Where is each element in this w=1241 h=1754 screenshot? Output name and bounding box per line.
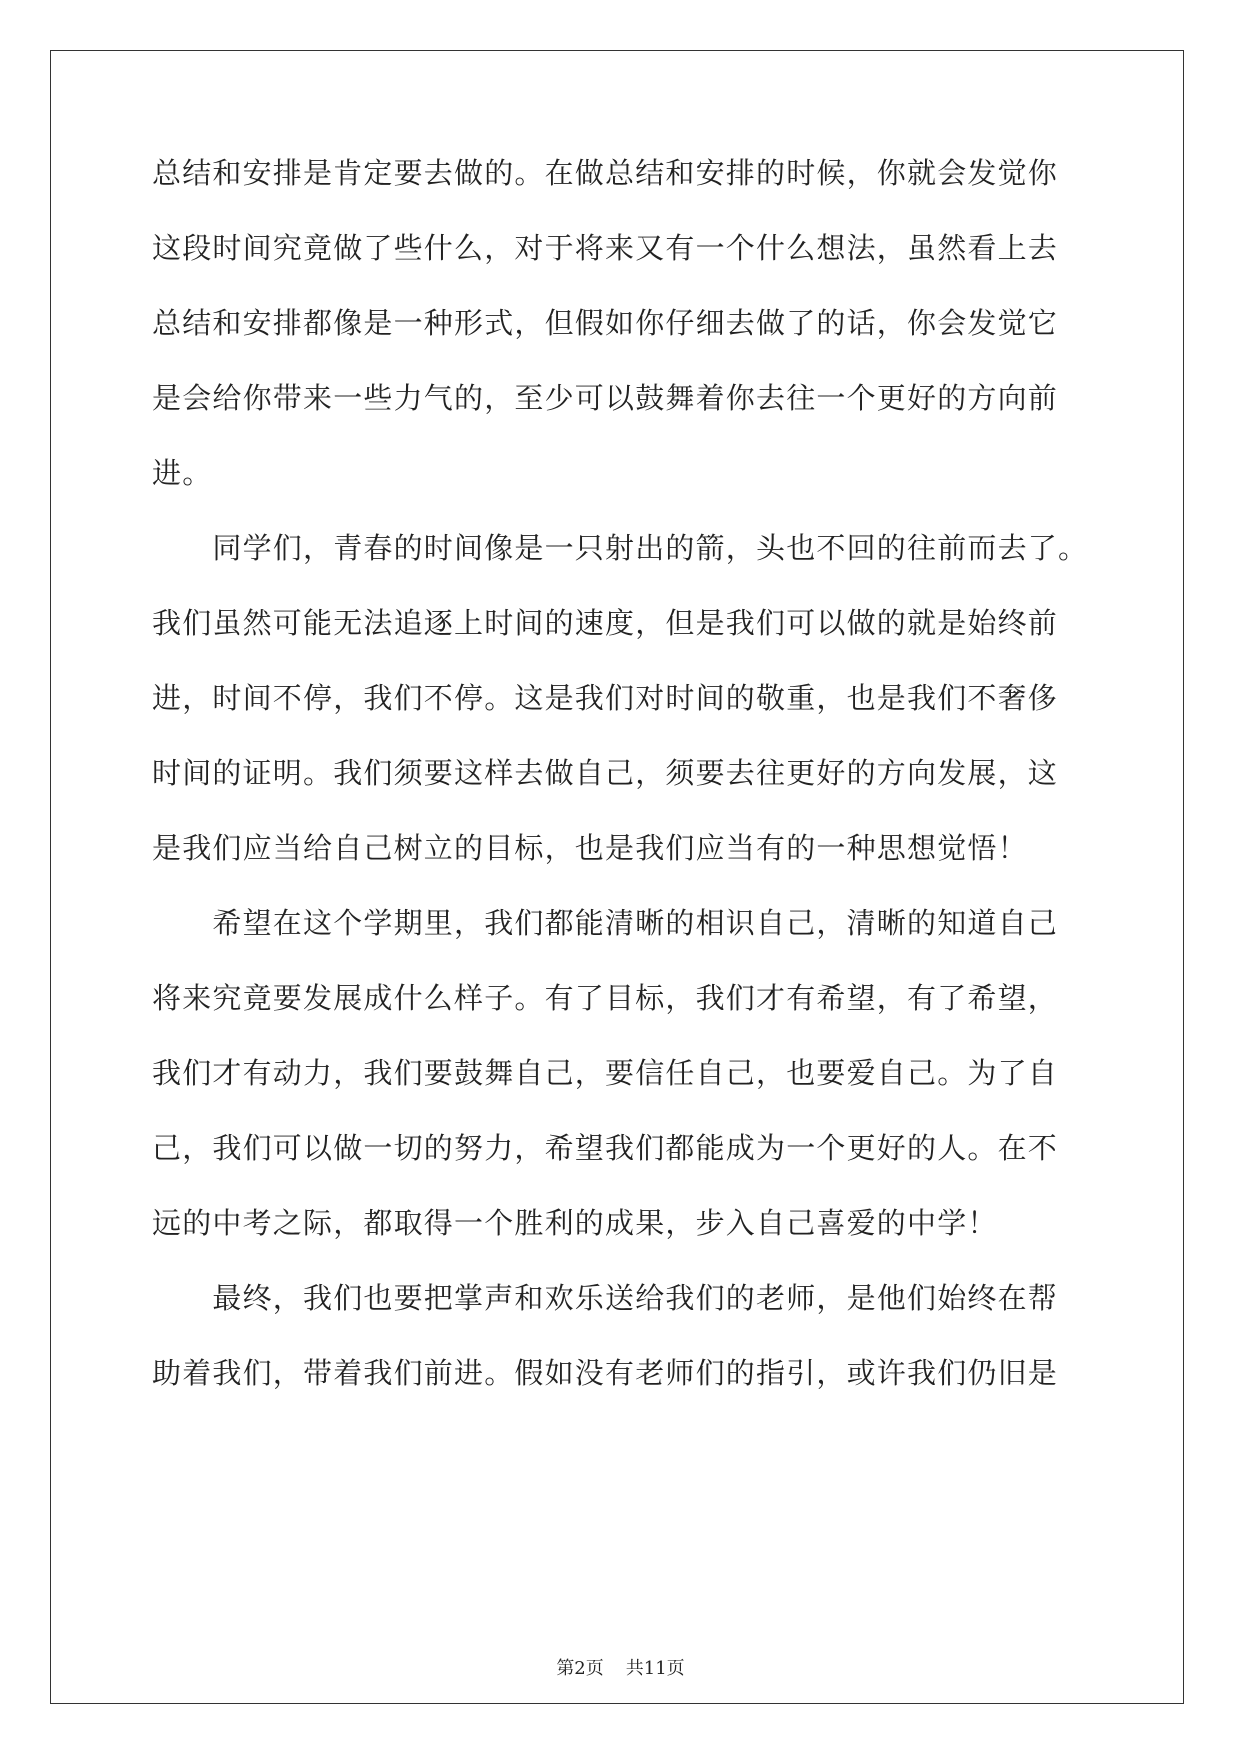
page-number: 第2页 [556, 1658, 604, 1679]
text-line: 是我们应当给自己树立的目标，也是我们应当有的一种思想觉悟！ [152, 831, 1028, 865]
text-line: 时间的证明。我们须要这样去做自己，须要去往更好的方向发展，这 [152, 756, 1059, 790]
text-line: 进。 [152, 456, 213, 490]
text-line: 助着我们，带着我们前进。假如没有老师们的指引，或许我们仍旧是 [152, 1356, 1059, 1390]
page-border [50, 50, 1184, 1704]
text-line: 最终，我们也要把掌声和欢乐送给我们的老师，是他们始终在帮 [152, 1281, 1059, 1315]
text-line: 希望在这个学期里，我们都能清晰的相识自己，清晰的知道自己 [152, 906, 1059, 940]
text-line: 总结和安排是肯定要去做的。在做总结和安排的时候，你就会发觉你 [152, 156, 1059, 190]
text-line: 将来究竟要发展成什么样子。有了目标，我们才有希望，有了希望， [152, 981, 1059, 1015]
page-footer [0, 1657, 1241, 1681]
text-line: 我们才有动力，我们要鼓舞自己，要信任自己，也要爱自己。为了自 [152, 1056, 1059, 1090]
text-line: 远的中考之际，都取得一个胜利的成果，步入自己喜爱的中学！ [152, 1206, 998, 1240]
page-total: 共11页 [625, 1658, 685, 1679]
text-line: 总结和安排都像是一种形式，但假如你仔细去做了的话，你会发觉它 [152, 306, 1059, 340]
text-line: 我们虽然可能无法追逐上时间的速度，但是我们可以做的就是始终前 [152, 606, 1059, 640]
text-line: 同学们，青春的时间像是一只射出的箭，头也不回的往前而去了。 [152, 531, 1089, 565]
text-line: 己，我们可以做一切的努力，希望我们都能成为一个更好的人。在不 [152, 1131, 1059, 1165]
text-line: 是会给你带来一些力气的，至少可以鼓舞着你去往一个更好的方向前 [152, 381, 1059, 415]
text-line: 进，时间不停，我们不停。这是我们对时间的敬重，也是我们不奢侈 [152, 681, 1059, 715]
text-line: 这段时间究竟做了些什么，对于将来又有一个什么想法，虽然看上去 [152, 231, 1059, 265]
